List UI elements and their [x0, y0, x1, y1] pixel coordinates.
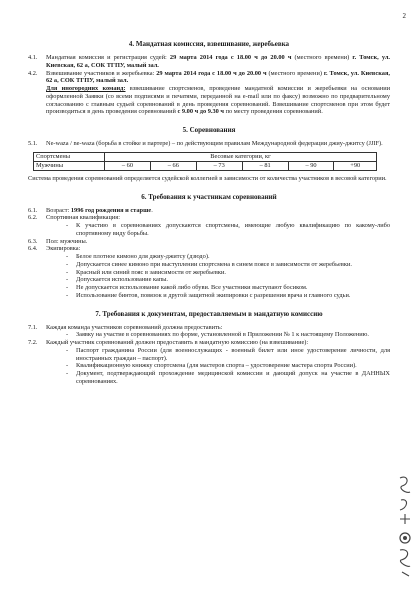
item-6-4 — [28, 245, 390, 253]
table-cell: – 90 — [288, 161, 334, 170]
table-header-weights: Весовые категории, кг — [105, 152, 377, 161]
list-item: - Допускается использование капы. — [28, 276, 390, 284]
item-text: Взвешивание участников и жеребьевка: — [46, 69, 157, 77]
item-4-2 — [28, 70, 390, 86]
list-item: - Паспорт гражданина России (для военнослужащих - военный билет или иное удостоверение личности, для иностранных граждан – паспорт). — [66, 346, 390, 362]
list-item: - Допускается синее кимоно при выступлении спортсмена в синем поясе в зависимости от жеребьевки. — [28, 261, 390, 269]
item-text: Каждый участник соревнований должен предоставить в мандатную комиссию (на взвешивание): — [46, 339, 309, 346]
table-cell: – 73 — [196, 161, 242, 170]
list-item: - К участию в соревнованиях допускаются спортсмены, имеющие любую квалификацию по какому-либо спортивному виду борьбы. — [66, 222, 390, 237]
competition-system-paragraph: Система проведения соревнований определяется судейской коллегией в зависимости от количества участников в весовой категории. — [28, 174, 387, 182]
list-item-text: Квалификационную книжку спортсмена (для мастеров спорта – удостоверение мастера спорта России). — [76, 362, 357, 370]
item-text: Ne-waza / ne-waza (борьба в стойке и партере) – по действующим правилам Международной федерации джиу-джитсу (JJIF). — [46, 140, 383, 147]
item-number: 6.1. — [28, 206, 38, 214]
item-6-1 — [28, 207, 390, 215]
item-7-2 — [28, 339, 390, 347]
bold-date: 29 марта 2014 года с 18.00 ч до 20.00 ч — [156, 69, 267, 77]
item-number: 7.2. — [28, 339, 38, 346]
item-number: 4.2. — [28, 69, 38, 77]
table-cell: +90 — [334, 161, 377, 170]
item-5-1 — [28, 140, 390, 148]
item-6-2 — [28, 214, 390, 222]
out-of-town-paragraph — [28, 85, 390, 116]
page-number: 2 — [402, 12, 406, 20]
item-text: (местного времени) — [291, 54, 353, 61]
item-text: Возраст: — [46, 206, 71, 214]
bold-location: г. Томск, ул. Киевская, 62 а, СОК ТГПУ, малый зал. — [46, 69, 390, 85]
table-cell: – 60 — [105, 161, 151, 170]
list-item-text: Допускается использование капы. — [76, 276, 168, 284]
list-item: - Документ, подтверждающий прохождение медицинской комиссии и дающий допуск на участие в ДАННЫХ соревнованиях. — [66, 370, 390, 385]
list-item: - Использование бинтов, повязок и другой защитной экипировки с разрешения врача и главного судьи. — [28, 292, 390, 300]
item-text: . — [151, 206, 153, 214]
bold-date: 29 марта 2014 года с 18.00 ч до 20.00 ч — [169, 54, 292, 61]
table-cell: – 81 — [242, 161, 288, 170]
list-item-text: Не допускается использование какой либо обуви. Все участники выступают босиком. — [76, 284, 308, 291]
list-item-text: Допускается синее кимоно при выступлении спортсмена в синем поясе в зависимости от жеребьевки. — [76, 260, 352, 268]
list-item: - Квалификационную книжку спортсмена (для мастеров спорта – удостоверение мастера спорта России). — [28, 362, 390, 370]
list-item: - Белое плотное кимоно для джиу-джитсу (дзюдо). — [28, 253, 390, 261]
item-text: Пол: мужчины. — [46, 237, 88, 245]
bold-time: с 9.00 ч до 9.30 ч — [177, 108, 224, 116]
paragraph-text: взвешивание спортсменов, проведение мандатной комиссии и жеребьевки на основании оформленной Заявки (со всеми подписями и печатями, переданной на e-mail или по факсу) возможно по предварительному согласованию с главным судьей соревнований в день проведения соревнований. Взвешивание спортсменов при этом будет производиться в день проведения соревнований — [46, 85, 390, 116]
section-5-title: 5. Соревнования — [182, 126, 236, 134]
item-number: 6.2. — [28, 214, 38, 222]
item-number: 7.1. — [28, 323, 38, 331]
list-item: - Заявку на участие в соревнованиях по форме, установленной в Приложении № 1 к настоящему Положению. — [28, 331, 390, 339]
item-6-3 — [28, 238, 390, 246]
item-text: Экипировка: — [46, 245, 81, 253]
list-item: - Красный или синий пояс в зависимости от жеребьевки. — [28, 269, 390, 277]
list-item: - Не допускается использование какой либо обуви. Все участники выступают босиком. — [28, 284, 390, 292]
section-7-title: 7. Требования к документам, предоставляемым в мандатную комиссию — [95, 309, 323, 318]
list-item-text: Белое плотное кимоно для джиу-джитсу (дзюдо). — [76, 253, 210, 260]
item-number: 6.4. — [28, 245, 38, 253]
item-number: 5.1. — [28, 140, 38, 147]
item-7-1 — [28, 324, 390, 332]
bold-age: 1996 год рождения и старше — [70, 206, 152, 214]
list-item-text: Использование бинтов, повязок и другой защитной экипировки с разрешения врача и главного судьи. — [76, 291, 351, 299]
weight-categories-table — [33, 152, 377, 171]
list-item-text: К участию в соревнованиях допускаются спортсмены, имеющие любую квалификацию по какому-либо спортивному виду борьбы. — [76, 222, 390, 237]
list-item-text: Красный или синий пояс в зависимости от жеребьевки. — [76, 268, 226, 276]
paragraph-text: по месту проведения соревнований. — [224, 108, 323, 116]
table-row-label: Мужчины — [34, 161, 105, 170]
item-text: Спортивная квалификация: — [46, 214, 120, 222]
bold-location: г. Томск, ул. Киевская, 62 а, СОК ТГПУ, малый зал. — [46, 54, 390, 69]
list-item-text: Паспорт гражданина России (для военнослужащих - военный билет или иное удостоверение личности, для иностранных граждан – паспорт). — [76, 346, 390, 362]
handwritten-signature-image — [396, 470, 414, 580]
item-number: 4.1. — [28, 54, 38, 61]
underlined-heading: Для иногородних команд: — [46, 85, 126, 92]
item-number: 6.3. — [28, 237, 38, 245]
section-6-title: 6. Требования к участникам соревнований — [141, 192, 277, 201]
signature-scribble — [396, 470, 414, 580]
item-text: Каждая команда участников соревнований должна предоставить: — [46, 323, 223, 331]
list-item-text: Заявку на участие в соревнованиях по форме, установленной в Приложении № 1 к настоящему Положению. — [76, 331, 369, 339]
table-header-athletes: Спортсмены — [34, 152, 105, 161]
table-cell: – 66 — [150, 161, 196, 170]
item-text: (местного времени) — [266, 69, 324, 77]
item-text: Мандатная комиссия и регистрация судей: — [46, 54, 170, 61]
item-4-1 — [28, 54, 390, 70]
list-item-text: Документ, подтверждающий прохождение медицинской комиссии и дающий допуск на участие в ДАННЫХ соревнованиях. — [76, 370, 390, 385]
section-4-title: 4. Мандатная комиссия, взвешивание, жеребьевка — [128, 40, 290, 48]
